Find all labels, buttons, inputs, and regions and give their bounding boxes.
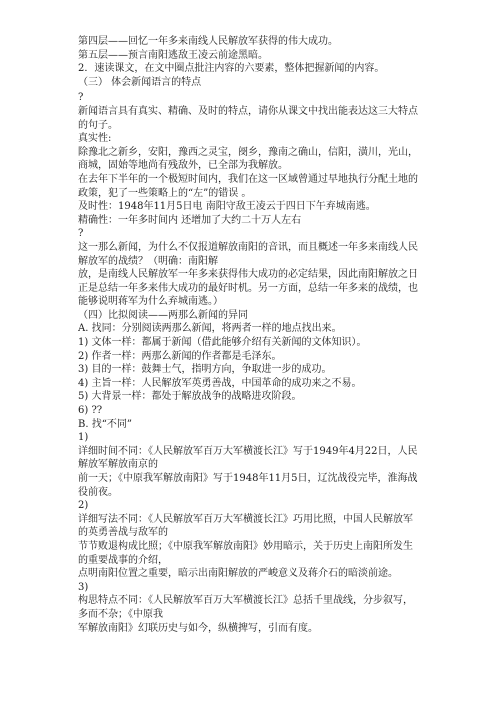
text-line: 能够说明蒋军为什么弃城南逃。） xyxy=(78,296,223,308)
text-line: 役前夜。 xyxy=(78,486,118,498)
text-line: B. 找“不同” xyxy=(78,418,132,430)
text-line: 放，是南线人民解放军一年多来获得伟大成功的必定结果，因此南阳解放之日 xyxy=(78,269,418,281)
text-line: 3) xyxy=(78,581,89,593)
text-line: 及时性：1948年11月5日电 南阳守敌王凌云于四日下午弃城南逃。 xyxy=(78,201,376,213)
text-line: 解放军解放南京的 xyxy=(78,459,158,471)
text-line: 第四层——回忆一年多来南线人民解放军获得的伟大成功。 xyxy=(78,36,338,47)
section-heading: （三） 体会新闻语言的特点 xyxy=(78,76,202,88)
text-line: 2) xyxy=(78,500,89,512)
text-line: 2) 作者一样：两那么新闻的作者都是毛泽东。 xyxy=(78,350,282,362)
text-line: ? xyxy=(78,228,84,240)
text-line: 的重要战事的介绍， xyxy=(78,554,168,566)
text-line: 的英勇善战与敌军的 xyxy=(78,527,168,539)
text-line: 新闻语言具有真实、精确、及时的特点，请你从课文中找出能表达这三大特点 xyxy=(78,105,418,117)
text-line: 详细时间不同：《人民解放军百万大军横渡长江》写于1949年4月22日，人民 xyxy=(78,445,418,457)
text-line: 真实性: xyxy=(78,133,112,145)
section-heading: （四）比拟阅读——两那么新闻的异同 xyxy=(78,309,248,321)
text-line: 第五层——预言南阳逃敌王凌云前途黑暗。 xyxy=(78,49,268,61)
text-line: 精确性：一年多时间内 还增加了大约二十万人左右 xyxy=(78,214,302,226)
text-line: 除豫北之新乡，安阳，豫西之灵宝，阌乡，豫南之确山，信阳，潢川，光山， xyxy=(78,146,418,158)
text-line: 前一天；《中原我军解放南阳》写于1948年11月5日，辽沈战役完毕，淮海战 xyxy=(78,473,418,484)
text-line: 4) 主旨一样：人民解放军英勇善战，中国革命的成功来之不易。 xyxy=(78,377,362,389)
text-line: 军解放南阳》幻联历史与如今，纵横捭写，引而有度。 xyxy=(78,622,318,634)
text-line: 构思特点不同：《人民解放军百万大军横渡长江》总括千里战线，分步叙写， xyxy=(78,595,413,607)
text-line: ? xyxy=(78,92,84,104)
text-line: 这一那么新闻，为什么不仅报道解放南阳的音讯，而且概述一年多来南线人民 xyxy=(78,241,418,253)
text-line: A. 找同：分别阅读两那么新闻，将两者一样的地点找出来。 xyxy=(78,323,342,335)
text-line: 3) 目的一样：鼓舞士气，指明方向，争取进一步的成功。 xyxy=(78,364,332,376)
text-line: 解放军的战绩？（明确：南阳解 xyxy=(78,255,218,267)
text-line: 1) 文体一样：都属于新闻（借此能够介绍有关新闻的文体知识）。 xyxy=(78,337,367,349)
text-line: 节节败退构成比照；《中原我军解放南阳》妙用暗示，关于历史上南阳所发生 xyxy=(78,540,413,552)
text-line: 5) 大背景一样：都处于解放战争的战略进攻阶段。 xyxy=(78,391,302,403)
text-line: 在去年下半年的一个极短时间内，我们在这一区域曾通过早地执行分配土地的 xyxy=(78,173,418,185)
text-line: 详细写法不同：《人民解放军百万大军横渡长江》巧用比照，中国人民解放军 xyxy=(78,513,413,525)
text-line: 的句子。 xyxy=(78,119,118,131)
text-line: 政策，犯了一些策略上的“左”的错误 。 xyxy=(78,187,252,199)
text-line: 2．速读课文，在文中圈点批注内容的六要素，整体把握新闻的内容。 xyxy=(78,63,385,75)
text-line: 1) xyxy=(78,432,89,444)
text-line: 多而不杂；《中原我 xyxy=(78,608,163,620)
text-line: 正是总结一年多来伟大成功的最好时机。另一方面，总结一年多来的战绩，也 xyxy=(78,282,418,294)
text-line: 点明南阳位置之重要，暗示出南阳解放的严峻意义及蒋介石的暗淡前途。 xyxy=(78,568,398,580)
text-line: 商城，固始等地尚有残敌外，已全部为我解放。 xyxy=(78,160,288,172)
text-line: 6) ?? xyxy=(78,405,103,417)
